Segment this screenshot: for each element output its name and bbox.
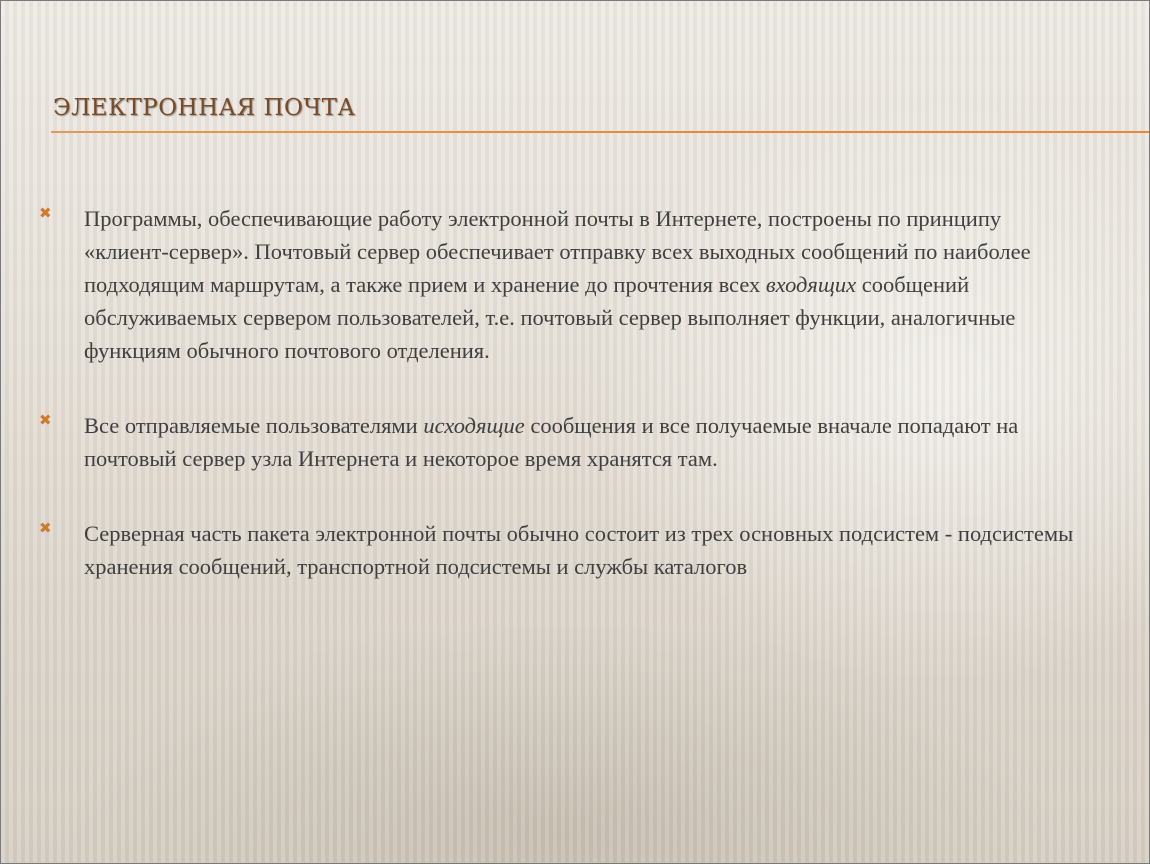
bullet-text-part: Программы, обеспечивающие работу электронной почты в Интернете, построены по принципу «клиент-сервер». Почтовый сервер обеспечивает отправку всех выходных сообщений по наиболее подходящим маршрутам, а также прием и хранение до прочтения всех [84, 206, 1031, 297]
slide-title: ЭЛЕКТРОННАЯ ПОЧТА [53, 95, 356, 121]
bullet-text-part: сообщения и все получаемые вначале попадают на почтовый сервер узла Интернета и некоторое время хранятся там. [84, 413, 1019, 471]
bullet-text-part: Все отправляемые пользователями [84, 413, 424, 438]
x-bullet-icon: ✖ [39, 411, 52, 429]
bullet-text [84, 517, 1084, 583]
bullet-text-part: Серверная часть пакета электронной почты обычно состоит из трех основных подсистем - подсистемы хранения сообщений, транспортной подсистемы и службы каталогов [84, 521, 1074, 579]
bullet-text-part: сообщений обслуживаемых сервером пользователей, т.е. почтовый сервер выполняет функции, аналогичные функциям обычного почтового отделения. [84, 272, 1016, 363]
bullet-text [84, 202, 1084, 367]
slide-content [1, 1, 1150, 864]
x-bullet-icon: ✖ [39, 519, 52, 537]
bullet-text [84, 409, 1084, 475]
x-bullet-icon: ✖ [39, 204, 52, 222]
bullet-text-italic: входящих [765, 272, 857, 297]
bullet-text-italic: исходящие [423, 413, 525, 438]
